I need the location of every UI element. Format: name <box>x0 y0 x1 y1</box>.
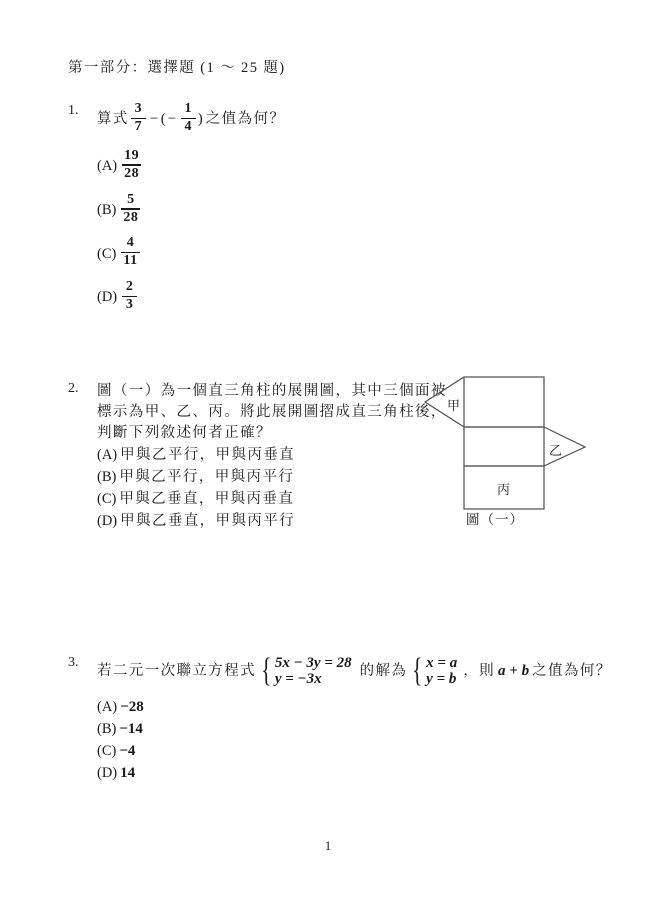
option-label: (D) <box>97 513 118 529</box>
figure-1-prism-net <box>410 362 600 532</box>
question-1-option-d[interactable] <box>97 281 285 314</box>
fraction-numerator: 3 <box>134 101 143 116</box>
option-label: (A) <box>97 158 118 175</box>
left-brace-icon: { <box>412 651 423 689</box>
question-1-number: 1. <box>68 103 79 118</box>
question-3-system <box>258 651 352 689</box>
question-2-option-c[interactable] <box>97 488 447 510</box>
net-face-top <box>464 377 544 427</box>
fraction-denominator: 4 <box>184 119 192 135</box>
fraction-numerator: 5 <box>127 191 135 207</box>
question-1-option-a[interactable] <box>97 147 285 183</box>
system-equations <box>273 655 352 687</box>
inner-minus-operator: − <box>167 110 177 127</box>
option-text: 甲與乙平行，甲與丙垂直 <box>120 447 296 463</box>
question-3-option-a[interactable] <box>97 696 612 718</box>
question-3-number: 3. <box>68 655 79 670</box>
question-3-option-c[interactable] <box>97 740 612 762</box>
question-3-option-b[interactable] <box>97 718 612 740</box>
fraction-denominator: 3 <box>125 297 134 313</box>
option-fraction <box>121 236 139 269</box>
question-2-option-b[interactable] <box>97 466 447 488</box>
question-3-stem-prefix: 若二元一次聯立方程式 <box>97 662 256 679</box>
question-3-stem <box>97 651 612 689</box>
question-2-body <box>97 381 447 532</box>
option-label: (D) <box>97 765 118 781</box>
net-face-middle <box>464 427 544 466</box>
fraction-numerator: 4 <box>126 235 135 251</box>
minus-operator: − <box>149 110 159 127</box>
question-1-option-c[interactable] <box>97 237 285 270</box>
option-label: (A) <box>97 447 118 463</box>
option-label: (A) <box>97 699 118 715</box>
open-paren: ( <box>160 110 166 127</box>
question-2-stem-line-3: 判斷下列敘述何者正確？ <box>97 425 272 441</box>
section-heading: 第一部分：選擇題 (1 ～ 25 題) <box>68 60 286 76</box>
question-1-stem <box>97 103 285 136</box>
option-text: −14 <box>119 721 143 737</box>
system-equation-1: 5x − 3y = 28 <box>274 655 352 671</box>
question-3-body <box>97 651 612 784</box>
question-3-stem-tail: 之值為何？ <box>532 662 612 679</box>
fraction-numerator: 19 <box>124 147 140 163</box>
option-label: (B) <box>97 469 117 485</box>
fraction-denominator: 7 <box>134 119 143 135</box>
question-3-stem-connector: ，則 <box>463 662 496 679</box>
figure-label-yi: 乙 <box>549 443 563 458</box>
solution-equation-1: x = a <box>426 655 458 671</box>
option-text: 14 <box>120 765 136 781</box>
figure-label-bing: 丙 <box>497 482 511 497</box>
page-number: 1 <box>324 838 332 853</box>
fraction-denominator: 28 <box>124 165 140 181</box>
option-text: 甲與乙垂直，甲與丙平行 <box>120 513 296 529</box>
option-fraction <box>122 280 137 313</box>
system-equation-2: y = −3x <box>274 671 322 687</box>
question-2-option-d[interactable] <box>97 510 447 532</box>
question-2-stem-line-2: 標示為甲、乙、丙。將此展開圖摺成直三角柱後， <box>97 404 447 420</box>
question-2-option-a[interactable] <box>97 444 447 466</box>
option-label: (C) <box>97 491 117 507</box>
option-label: (B) <box>97 201 117 218</box>
option-text: −28 <box>120 699 144 715</box>
solution-equation-2: y = b <box>426 671 457 687</box>
question-1-fraction-1 <box>131 102 146 135</box>
option-fraction <box>121 193 140 226</box>
question-1-stem-prefix: 算式 <box>97 110 129 127</box>
question-1-stem-suffix: 之值為何？ <box>205 110 286 127</box>
figure-1-svg <box>410 362 600 532</box>
close-paren: ) <box>197 110 203 127</box>
question-3-option-d[interactable] <box>97 762 612 784</box>
question-1-fraction-2 <box>181 102 196 135</box>
option-text: −4 <box>119 743 136 759</box>
question-3-ask-expression: a + b <box>498 662 530 679</box>
fraction-denominator: 28 <box>123 209 139 225</box>
option-label: (B) <box>97 721 117 737</box>
solution-equations <box>424 655 457 687</box>
figure-label-jia: 甲 <box>447 398 461 413</box>
question-2-number: 2. <box>68 381 79 396</box>
option-label: (C) <box>97 743 117 759</box>
option-label: (C) <box>97 245 117 262</box>
figure-1-caption: 圖（一） <box>466 512 524 527</box>
option-label: (D) <box>97 289 118 306</box>
question-1-option-b[interactable] <box>97 191 285 227</box>
fraction-numerator: 1 <box>184 101 192 116</box>
question-2-stem-line-1: 圖（一）為一個直三角柱的展開圖，其中三個面被 <box>97 383 447 399</box>
option-fraction <box>122 149 141 182</box>
question-3-solution <box>409 651 458 689</box>
question-3-stem-middle: 的解為 <box>359 662 408 679</box>
option-text: 甲與乙垂直，甲與丙垂直 <box>119 491 295 507</box>
fraction-numerator: 2 <box>125 279 134 295</box>
fraction-denominator: 11 <box>123 253 138 269</box>
left-brace-icon: { <box>261 651 272 689</box>
question-1-body <box>97 103 285 314</box>
option-text: 甲與乙平行，甲與丙平行 <box>119 469 295 485</box>
